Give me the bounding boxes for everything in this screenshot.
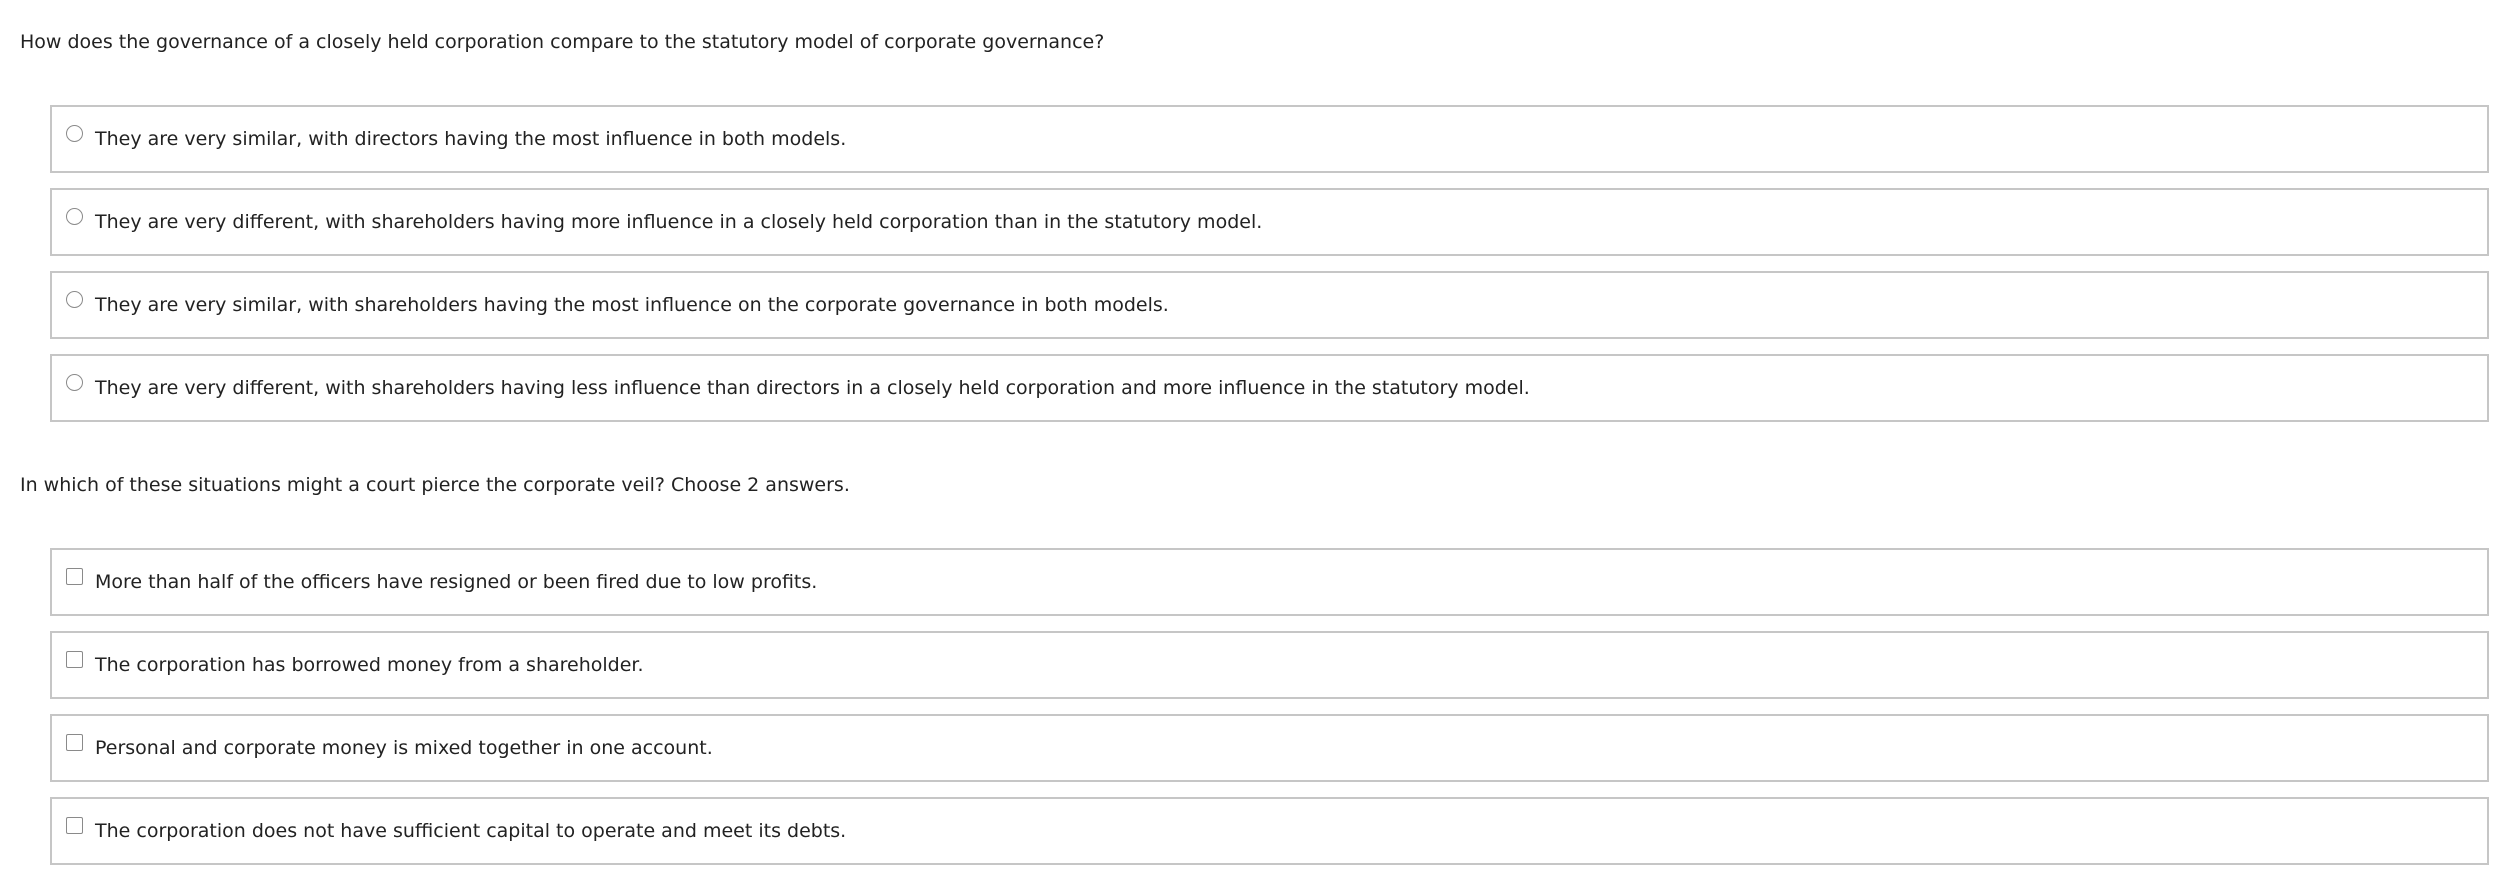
question-2-option-2[interactable] (50, 631, 2489, 699)
radio-button-icon[interactable] (66, 125, 83, 142)
option-label: They are very similar, with shareholders having the most influence on the corporate governance in both models. (95, 294, 1169, 316)
radio-button-icon[interactable] (66, 208, 83, 225)
option-label: They are very different, with shareholders having less influence than directors in a closely held corporation and more influence in the statutory model. (95, 377, 1530, 399)
question-2-option-1[interactable] (50, 548, 2489, 616)
question-1-prompt: How does the governance of a closely held corporation compare to the statutory model of corporate governance? (20, 31, 1105, 53)
question-2-prompt: In which of these situations might a court pierce the corporate veil? Choose 2 answers. (20, 474, 850, 496)
checkbox-icon[interactable] (66, 568, 83, 585)
checkbox-icon[interactable] (66, 651, 83, 668)
question-1-option-3[interactable] (50, 271, 2489, 339)
checkbox-icon[interactable] (66, 817, 83, 834)
option-label: Personal and corporate money is mixed together in one account. (95, 737, 713, 759)
question-1-option-1[interactable] (50, 105, 2489, 173)
question-1-option-2[interactable] (50, 188, 2489, 256)
checkbox-icon[interactable] (66, 734, 83, 751)
option-label: They are very different, with shareholders having more influence in a closely held corporation than in the statutory model. (95, 211, 1263, 233)
question-2-option-4[interactable] (50, 797, 2489, 865)
radio-button-icon[interactable] (66, 374, 83, 391)
option-label: The corporation does not have sufficient capital to operate and meet its debts. (95, 820, 847, 842)
option-label: They are very similar, with directors having the most influence in both models. (95, 128, 847, 150)
radio-button-icon[interactable] (66, 291, 83, 308)
question-1-option-4[interactable] (50, 354, 2489, 422)
option-label: The corporation has borrowed money from a shareholder. (95, 654, 644, 676)
option-label: More than half of the officers have resigned or been fired due to low profits. (95, 571, 818, 593)
question-2-option-3[interactable] (50, 714, 2489, 782)
